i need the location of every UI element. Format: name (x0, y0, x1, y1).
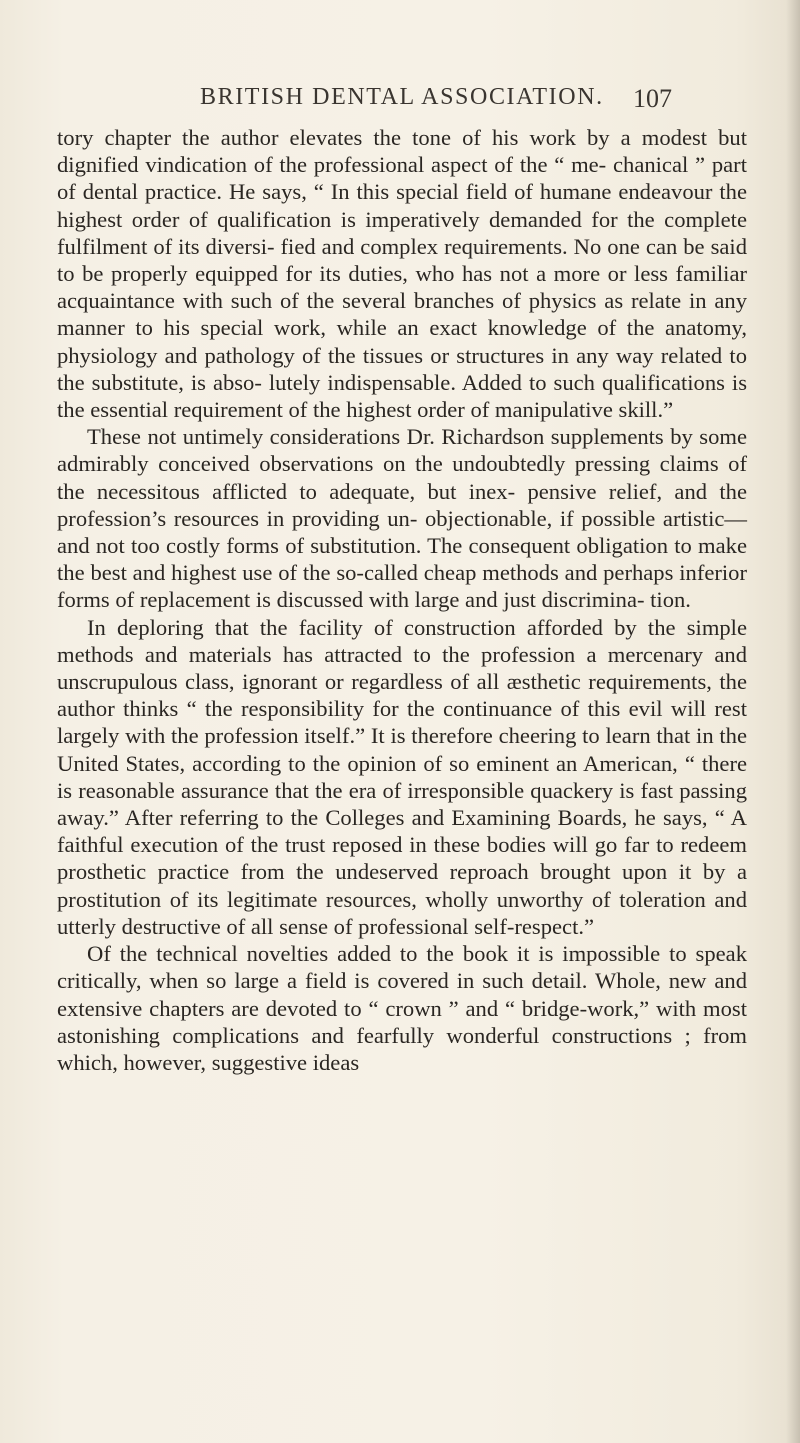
paragraph-2: These not untimely considerations Dr. Richardson supplements by some admirably conceived observations on the undoubtedly pressing claims of the necessitous afflicted to adequate, but inex- pensive relief, and the profession’s resources in providing un- objectionable, if possible artistic—and not too costly forms of substitution. The consequent obligation to make the best and highest use of the so-called cheap methods and perhaps inferior forms of replacement is discussed with large and just discrimina- tion. (57, 424, 747, 613)
paragraph-3: In deploring that the facility of construction afforded by the simple methods and materials has attracted to the profession a mercenary and unscrupulous class, ignorant or regardless of all æsthetic requirements, the author thinks “ the responsibility for the continuance of this evil will rest largely with the profession itself.” It is therefore cheering to learn that in the United States, according to the opinion of so eminent an American, “ there is reasonable assurance that the era of irresponsible quackery is fast passing away.” After referring to the Colleges and Examining Boards, he says, “ A faithful execution of the trust reposed in these bodies will go far to redeem prosthetic practice from the undeserved reproach brought upon it by a prostitution of its legitimate resources, wholly unworthy of toleration and utterly destructive of all sense of professional self-respect.” (57, 614, 747, 939)
running-head-title: BRITISH DENTAL ASSOCIATION. (200, 84, 604, 110)
paragraph-1: tory chapter the author elevates the tone of his work by a modest but dignified vindication of the professional aspect of the “ me- chanical ” part of dental practice. He says, “ In this special field of humane endeavour the highest order of qualification is imperatively demanded for the complete fulfilment of its diversi- fied and complex requirements. No one can be said to be properly equipped for its duties, who has not a more or less familiar acquaintance with such of the several branches of physics as relate in any manner to his special work, while an exact knowledge of the anatomy, physiology and pathology of the tissues or structures in any way related to the substitute, is abso- lutely indispensable. Added to such qualifications is the essential requirement of the highest order of manipulative skill.” (57, 125, 747, 423)
paragraph-4: Of the technical novelties added to the book it is impossible to speak critically, when so large a field is covered in such detail. Whole, new and extensive chapters are devoted to “ crown ” and “ bridge-work,” with most astonishing complications and fearfully wonderful constructions ; from which, however, suggestive ideas (57, 941, 747, 1075)
page-number: 107 (633, 84, 672, 113)
page-edge-shadow (786, 0, 800, 1443)
body-text (57, 124, 747, 1076)
running-head (0, 84, 800, 124)
